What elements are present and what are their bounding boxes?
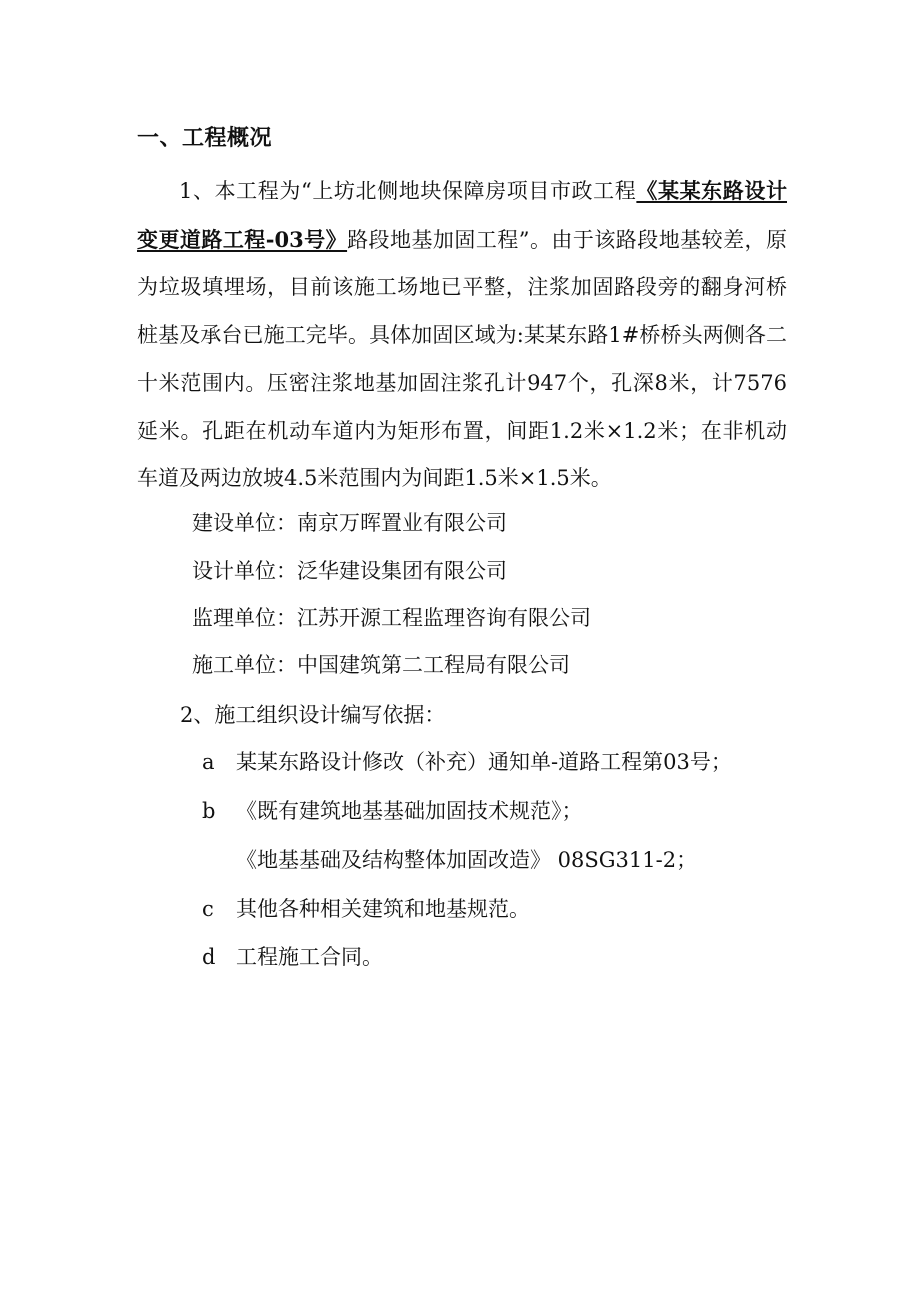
section-heading: 一、工程概况 [137, 125, 273, 151]
basis-item-marker: a [202, 750, 215, 774]
unit-design: 设计单位：泛华建设集团有限公司 [192, 559, 507, 583]
unit-construction: 建设单位：南京万晖置业有限公司 [192, 511, 507, 535]
basis-item-text: 某某东路设计修改（补充）通知单-道路工程第03号； [236, 750, 732, 774]
basis-title: 2、施工组织设计编写依据： [180, 703, 446, 727]
basis-item-text: 《地基基础及结构整体加固改造》 08SG311-2； [236, 848, 698, 872]
basis-item-marker: c [202, 897, 214, 921]
unit-contractor: 施工单位：中国建筑第二工程局有限公司 [192, 653, 570, 677]
basis-item-marker: b [202, 799, 216, 823]
unit-supervision: 监理单位：江苏开源工程监理咨询有限公司 [192, 606, 591, 630]
overview-prefix: 1、本工程为“上坊北侧地块保障房项目市政工程 [179, 179, 637, 203]
basis-item-text: 其他各种相关建筑和地基规范。 [236, 897, 530, 921]
basis-item-text: 工程施工合同。 [236, 945, 383, 969]
basis-item-marker: d [202, 945, 216, 969]
overview-suffix: 路段地基加固工程”。由于该路段地基较差，原为垃圾填埋场，目前该施工场地已平整，注浆加固路段旁的翻身河桥桩基及承台已施工完毕。具体加固区域为:某某东路1#桥桥头两侧各二十米范围内。压密注浆地基加固注浆孔计947个，孔深8米，计7576延米。孔距在机动车道内为矩形布置，间距1.2米×1.2米；在非机动车道及两边放坡4.5米范围内为间距1.5米×1.5米。 [137, 227, 787, 491]
basis-item-text: 《既有建筑地基基础加固技术规范》； [236, 799, 583, 823]
basis-item-b-continued [236, 843, 697, 877]
basis-item-b [202, 794, 583, 828]
basis-item-a [202, 745, 732, 779]
basis-item-c [202, 892, 530, 926]
basis-item-d [202, 940, 383, 974]
overview-project-title: 《某某东路设计变更道路工程-03号》 [137, 178, 787, 252]
overview-paragraph [137, 167, 787, 503]
